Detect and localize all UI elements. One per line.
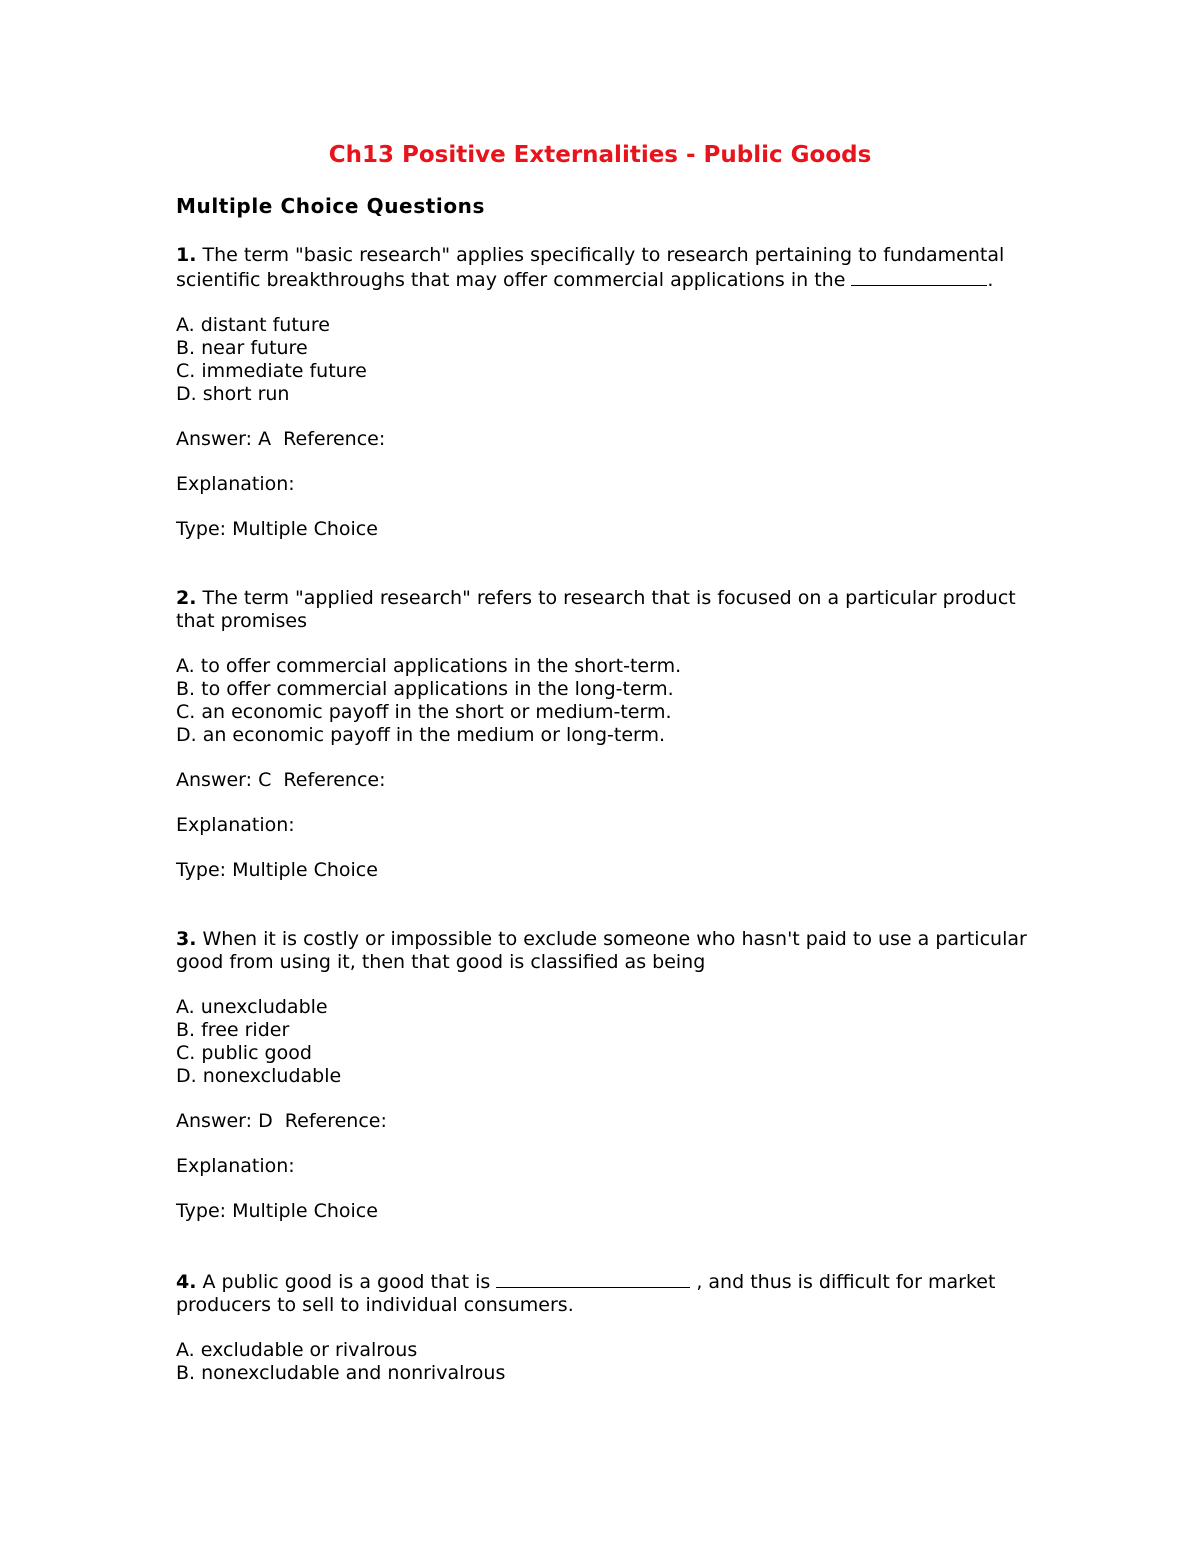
option-c: C. immediate future (176, 360, 367, 382)
question-text: When it is costly or impossible to exclude someone who hasn't paid to use a particular good from using it, then that good is classified as being (176, 928, 1027, 973)
question-number: 2. (176, 587, 197, 609)
answer-line: Answer: C Reference: (176, 769, 386, 791)
question-number: 4. (176, 1271, 197, 1293)
explanation-line: Explanation: (176, 473, 295, 495)
option-c: C. an economic payoff in the short or medium-term. (176, 701, 672, 723)
type-line: Type: Multiple Choice (176, 518, 378, 540)
question-3 (176, 928, 1036, 1223)
option-a: A. to offer commercial applications in the short-term. (176, 655, 682, 677)
section-heading: Multiple Choice Questions (176, 194, 486, 218)
answer-options (176, 1339, 1036, 1385)
option-a: A. unexcludable (176, 996, 328, 1018)
option-d: D. nonexcludable (176, 1065, 342, 1087)
document-title: Ch13 Positive Externalities - Public Goods (328, 142, 872, 168)
explanation-line: Explanation: (176, 814, 295, 836)
question-number: 3. (176, 928, 197, 950)
question-stem (176, 928, 1036, 974)
option-b: B. nonexcludable and nonrivalrous (176, 1362, 506, 1384)
answer-options (176, 655, 1036, 747)
option-c: C. public good (176, 1042, 312, 1064)
spacer (176, 541, 1036, 587)
answer-options (176, 314, 1036, 406)
type-line: Type: Multiple Choice (176, 859, 378, 881)
option-d: D. an economic payoff in the medium or long-term. (176, 724, 666, 746)
question-stem (176, 587, 1036, 633)
type-line: Type: Multiple Choice (176, 1200, 378, 1222)
spacer (176, 1223, 1036, 1269)
question-text: The term "applied research" refers to research that is focused on a particular product that promises (176, 587, 1016, 632)
option-b: B. to offer commercial applications in the long-term. (176, 678, 674, 700)
answer-line: Answer: D Reference: (176, 1110, 387, 1132)
answer-options (176, 996, 1036, 1088)
question-stem (176, 244, 1036, 292)
question-number: 1. (176, 244, 197, 266)
option-b: B. free rider (176, 1019, 290, 1041)
answer-blank (851, 267, 987, 286)
questions-list (176, 244, 1036, 1385)
question-2 (176, 587, 1036, 882)
option-a: A. excludable or rivalrous (176, 1339, 418, 1361)
explanation-line: Explanation: (176, 1155, 295, 1177)
answer-blank (496, 1269, 690, 1288)
option-d: D. short run (176, 383, 290, 405)
answer-line: Answer: A Reference: (176, 428, 386, 450)
option-b: B. near future (176, 337, 308, 359)
option-a: A. distant future (176, 314, 330, 336)
question-1 (176, 244, 1036, 541)
question-text: A public good is a good that is (196, 1271, 497, 1293)
spacer (176, 882, 1036, 928)
question-text-end: . (987, 269, 994, 291)
question-text: The term "basic research" applies specifically to research pertaining to fundamental scientific breakthroughs that may offer commercial applications in the (176, 244, 1005, 291)
question-stem (176, 1269, 1036, 1317)
question-4 (176, 1269, 1036, 1385)
question-text-end: , and thus is difficult for market producers to sell to individual consumers. (176, 1271, 996, 1316)
